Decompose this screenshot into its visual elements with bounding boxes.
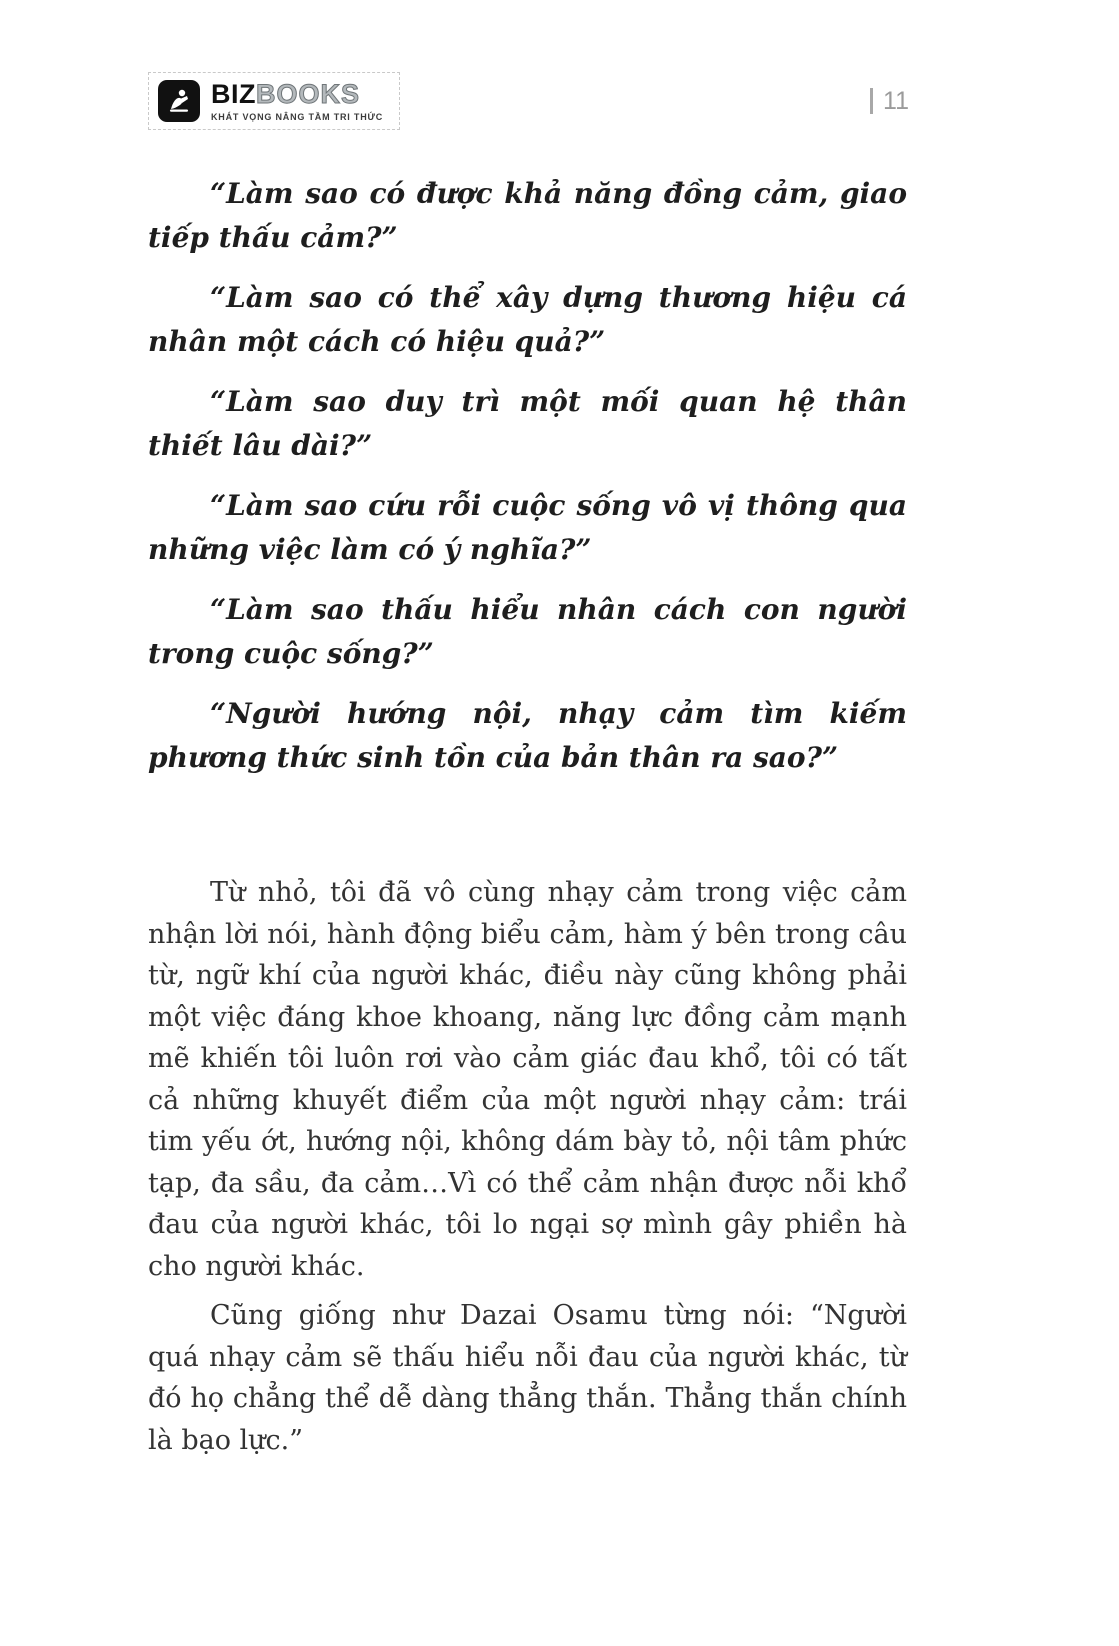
- brand-tagline: KHÁT VỌNG NÂNG TẦM TRI THỨC: [211, 111, 384, 122]
- paragraph: Từ nhỏ, tôi đã vô cùng nhạy cảm trong việc cảm nhận lời nói, hành động biểu cảm, hàm ý bên trong câu từ, ngữ khí của người khác, điều này cũng không phải một việc đáng khoe khoang, năng lực đồng cảm mạnh mẽ khiến tôi luôn rơi vào cảm giác đau khổ, tôi có tất cả những khuyết điểm của một người nhạy cảm: trái tim yếu ớt, hướng nội, không dám bày tỏ, nội tâm phức tạp, đa sầu, đa cảm…Vì có thể cảm nhận được nỗi khổ đau của người khác, tôi lo ngại sợ mình gây phiền hà cho người khác.: [148, 877, 907, 1282]
- page-number-value: 11: [883, 86, 909, 115]
- paragraph: Cũng giống như Dazai Osamu từng nói: “Người quá nhạy cảm sẽ thấu hiểu nỗi đau của người khác, từ đó họ chẳng thể dễ dàng thẳng thắn. Thẳng thắn chính là bạo lực.”: [148, 1300, 907, 1456]
- quote-line: “Người hướng nội, nhạy cảm tìm kiếm phương thức sinh tồn của bản thân ra sao?”: [148, 697, 907, 774]
- publisher-logo-text: [211, 78, 384, 122]
- quote-line: “Làm sao có được khả năng đồng cảm, giao tiếp thấu cảm?”: [148, 177, 907, 254]
- brand-secondary: BOOKS: [256, 78, 361, 109]
- bizbooks-logo-icon: [158, 80, 200, 122]
- brand-primary: BIZ: [211, 78, 256, 109]
- page-number-divider: [870, 88, 873, 114]
- quote-line: “Làm sao duy trì một mối quan hệ thân thiết lâu dài?”: [148, 385, 907, 462]
- publisher-logo: [148, 72, 400, 130]
- page-body: [148, 172, 907, 1469]
- quote-line: “Làm sao cứu rỗi cuộc sống vô vị thông qua những việc làm có ý nghĩa?”: [148, 489, 907, 566]
- brand-name: [211, 78, 383, 109]
- page-header: [148, 72, 909, 130]
- quote-line: “Làm sao có thể xây dựng thương hiệu cá nhân một cách có hiệu quả?”: [148, 281, 907, 358]
- page-number: [870, 87, 909, 116]
- quote-line: “Làm sao thấu hiểu nhân cách con người trong cuộc sống?”: [148, 593, 907, 670]
